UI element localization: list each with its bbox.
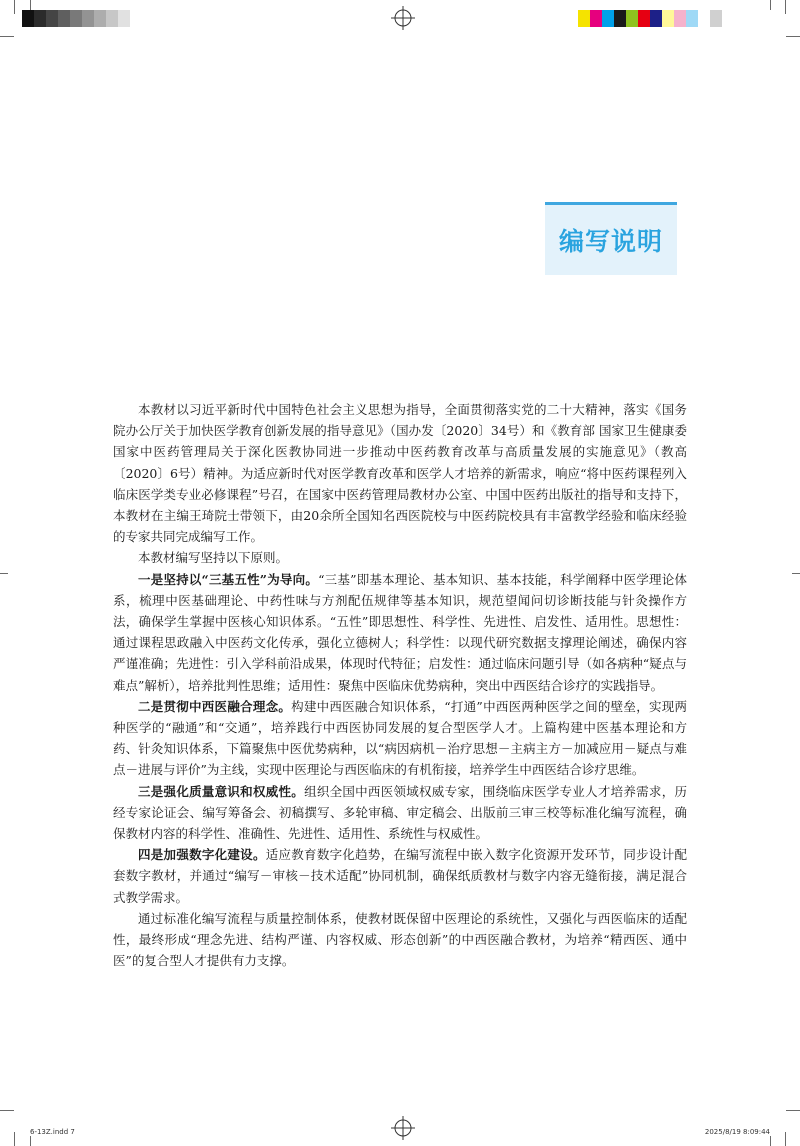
paragraph-lead: 二是贯彻中西医融合理念。 (138, 698, 292, 714)
paragraph-lead: 四是加强数字化建设。 (138, 847, 266, 863)
page-title: 编写说明 (558, 227, 663, 256)
registration-mark-icon (391, 6, 415, 30)
registration-mark-icon (391, 1116, 415, 1140)
paragraph (113, 569, 687, 696)
color-swatch (34, 10, 46, 27)
paragraph-text: 适应教育数字化趋势，在编写流程中嵌入数字化资源开发环节，同步设计配套数字教材，并通过“编写－审核－技术适配”协同机制，确保纸质教材与数字内容无缝衔接，满足混合式教学需求。 (113, 847, 687, 905)
crop-mark (770, 0, 771, 10)
color-swatch (82, 10, 94, 27)
crop-mark (786, 36, 800, 37)
color-swatch (58, 10, 70, 27)
color-swatch (614, 10, 626, 27)
color-swatch (590, 10, 602, 27)
color-swatch (698, 10, 710, 27)
title-banner (545, 202, 677, 275)
crop-mark (14, 0, 15, 14)
body-text (113, 399, 687, 971)
crop-mark (0, 36, 14, 37)
paragraph (113, 399, 687, 547)
crop-mark (0, 573, 8, 574)
paragraph-text: 本教材以习近平新时代中国特色社会主义思想为指导，全面贯彻落实党的二十大精神，落实《国务院办公厅关于加快医学教育创新发展的指导意见》（国办发〔2020〕34号）和《教育部 国家卫生健康委 国家中医药管理局关于深化医教协同进一步推动中医药教育改革与高质量发展的实施意见》（教高〔2020〕6号）精神。为适应新时代对医学教育改革和医学人才培养的新需求，响应“将中医药课程列入临床医学类专业必修课程”号召，在国家中医药管理局教材办公室、中国中医药出版社的指导和支持下，本教材在主编王琦院士带领下，由20余所全国知名西医院校与中医药院校具有丰富教学经验和临床经验的专家共同完成编写工作。 (113, 402, 687, 545)
color-swatch (94, 10, 106, 27)
color-swatch (22, 10, 34, 27)
paragraph-text: 通过标准化编写流程与质量控制体系，使教材既保留中医理论的系统性，又强化与西医临床的适配性，最终形成“理念先进、结构严谨、内容权威、形态创新”的中西医融合教材，为培养“精西医、通中医”的复合型人才提供有力支撑。 (113, 910, 687, 969)
paragraph (113, 547, 687, 568)
crop-mark (30, 0, 31, 10)
crop-mark (785, 0, 786, 14)
color-swatch (674, 10, 686, 27)
paragraph-lead: 一是坚持以“三基五性”为导向。 (138, 571, 319, 587)
color-swatch (626, 10, 638, 27)
crop-mark (0, 1110, 14, 1111)
color-swatch (638, 10, 650, 27)
color-swatch (106, 10, 118, 27)
paragraph-text: 本教材编写坚持以下原则。 (138, 550, 289, 566)
footer-file-name: 6-13Z.indd 7 (30, 1128, 75, 1136)
color-swatch (118, 10, 130, 27)
crop-mark (30, 1136, 31, 1146)
color-swatch (70, 10, 82, 27)
paragraph (113, 908, 687, 972)
paragraph-text: 构建中西医融合知识体系，“打通”中西医两种医学之间的壁垒，实现两种医学的“融通”和“交通”，培养践行中西医协同发展的复合型医学人才。上篇构建中医基本理论和方药、针灸知识体系，下篇聚焦中医优势病种，以“病因病机－治疗思想－主病主方－加减应用－疑点与难点－进展与评价”为主线，实现中医理论与西医临床的有机衔接，培养学生中西医结合诊疗思维。 (113, 698, 687, 778)
paragraph-text: “三基”即基本理论、基本知识、基本技能，科学阐释中医学理论体系，梳理中医基础理论、中药性味与方剂配伍规律等基本知识，规范望闻问切诊断技能与针灸操作方法，确保学生掌握中医核心知识体系。“五性”即思想性、科学性、先进性、启发性、适用性。思想性：通过课程思政融入中医药文化传承，强化立德树人；科学性：以现代研究数据支撑理论阐述，确保内容严谨准确；先进性：引入学科前沿成果，体现时代特征；启发性：通过临床问题引导（如各病种“疑点与难点”解析），培养批判性思维；适用性：聚焦中医临床优势病种，突出中西医结合诊疗的实践指导。 (113, 571, 687, 693)
color-swatch (578, 10, 590, 27)
paragraph-text: 组织全国中西医领域权威专家，围绕临床医学专业人才培养需求，历经专家论证会、编写筹备会、初稿撰写、多轮审稿、审定稿会、出版前三审三校等标准化编写流程，确保教材内容的科学性、准确性、先进性、适用性、系统性与权威性。 (113, 783, 687, 842)
color-swatch (710, 10, 722, 27)
crop-mark (770, 1136, 771, 1146)
paragraph-lead: 三是强化质量意识和权威性。 (138, 783, 305, 799)
color-swatch (46, 10, 58, 27)
paragraph (113, 844, 687, 908)
crop-mark (786, 1110, 800, 1111)
paragraph (113, 696, 687, 781)
color-swatch (662, 10, 674, 27)
footer-timestamp: 2025/8/19 8:09:44 (704, 1128, 770, 1136)
crop-mark (792, 573, 800, 574)
paragraph (113, 781, 687, 845)
color-swatch (602, 10, 614, 27)
crop-mark (14, 1132, 15, 1146)
color-swatch (650, 10, 662, 27)
grayscale-color-bar (22, 10, 130, 27)
process-color-bar (578, 10, 722, 27)
crop-mark (785, 1132, 786, 1146)
color-swatch (686, 10, 698, 27)
